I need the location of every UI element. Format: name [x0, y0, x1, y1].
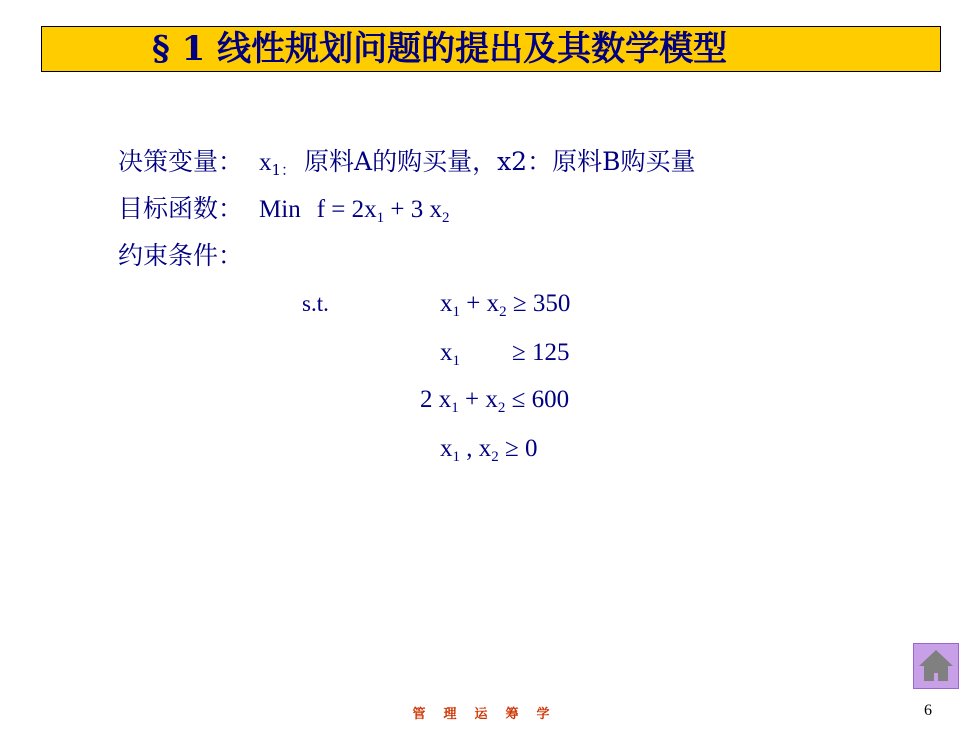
objective-min: Min — [259, 196, 301, 223]
objective-sub2: 2 — [442, 210, 450, 226]
objective-expr-b: + 3 x — [384, 196, 442, 223]
constraint-2 — [440, 337, 569, 377]
c2-sub1: 1 — [452, 353, 460, 369]
constraints-label: 约束条件： — [118, 241, 244, 270]
c3-term-b: + x — [458, 386, 498, 413]
home-button[interactable] — [913, 643, 959, 689]
objective-expr-a: f = 2x — [316, 196, 377, 223]
slide-title: § 1 线性规划问题的提出及其数学模型 — [152, 29, 728, 69]
c1-term-b: + x — [460, 290, 500, 317]
title-bar — [41, 26, 941, 72]
constraint-3 — [420, 384, 569, 424]
c4-term-a: x — [440, 435, 453, 462]
c4-sub2: 2 — [491, 449, 499, 465]
constraint-4 — [440, 433, 537, 473]
decision-label: 决策变量： — [118, 147, 244, 176]
decision-variables-line — [118, 146, 695, 186]
x1-subscript: 1： — [271, 161, 297, 179]
c4-sub1: 1 — [452, 449, 460, 465]
objective-function-line — [118, 193, 450, 234]
course-name: 管理运筹学 — [412, 707, 568, 722]
c4-term-b: , x — [460, 435, 492, 462]
constraint-1 — [440, 288, 570, 328]
c4-rhs: ≥ 0 — [498, 435, 538, 462]
home-icon — [914, 644, 958, 688]
c3-term-a: 2 x — [420, 386, 452, 413]
c1-term-a: x — [440, 290, 453, 317]
objective-label: 目标函数： — [118, 194, 244, 223]
subject-to-label: s.t. — [302, 291, 329, 316]
c2-term-a: x — [440, 339, 453, 366]
c1-rhs: ≥ 350 — [506, 290, 571, 317]
c1-sub2: 2 — [499, 304, 507, 320]
c1-sub1: 1 — [452, 304, 460, 320]
c2-rhs: ≥ 125 — [512, 339, 570, 366]
c3-sub2: 2 — [497, 400, 506, 416]
page-number: 6 — [924, 702, 932, 719]
x1-var: x — [259, 149, 272, 176]
decision-description: 原料A的购买量，x2：原料B购买量 — [304, 147, 696, 176]
c3-rhs: ≤ 600 — [505, 386, 570, 413]
objective-sub1: 1 — [376, 210, 385, 226]
c3-sub1: 1 — [451, 400, 459, 416]
